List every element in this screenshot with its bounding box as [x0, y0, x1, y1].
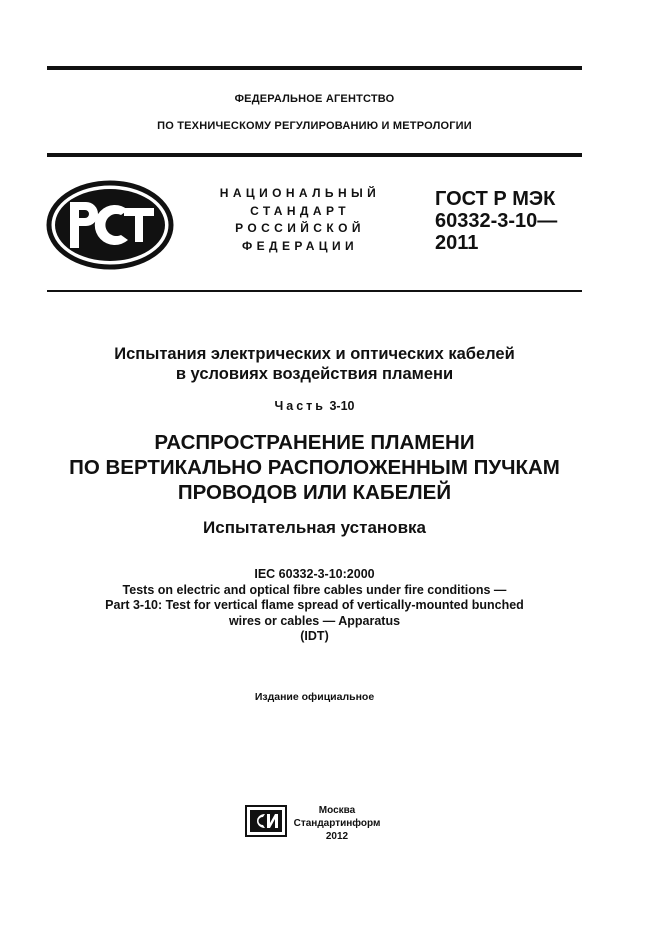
- title-line-1: Испытания электрических и оптических кабелей: [114, 345, 515, 363]
- iec-line-2: Tests on electric and optical fibre cables under fire conditions —: [122, 582, 507, 597]
- national-standard-line-3: РОССИЙСКОЙ: [235, 221, 365, 235]
- part-title: [40, 430, 589, 505]
- standartinform-logo-icon: [245, 805, 287, 837]
- title-line-2: в условиях воздействия пламени: [175, 365, 454, 383]
- publisher-name: Стандартинформ: [293, 818, 381, 829]
- iec-line-1: IEC 60332-3-10:2000: [254, 567, 375, 581]
- publisher-imprint: [292, 804, 382, 843]
- designation-line-3: 2011: [435, 232, 479, 254]
- iec-line-3: Part 3-10: Test for vertical flame spread of vertically-mounted bunched: [105, 598, 524, 612]
- header-rule: [47, 153, 582, 157]
- part-word: Часть: [274, 399, 326, 413]
- top-rule: [47, 66, 582, 70]
- national-standard-line-1: НАЦИОНАЛЬНЫЙ: [219, 186, 381, 200]
- part-number: 3-10: [329, 399, 355, 413]
- iec-reference: [47, 567, 582, 645]
- publisher-year: 2012: [325, 831, 349, 842]
- part-subtitle: Испытательная установка: [203, 518, 426, 537]
- iec-line-5: (IDT): [300, 629, 329, 643]
- divider-rule: [47, 290, 582, 292]
- document-title: [47, 344, 582, 384]
- iec-line-4: wires or cables — Apparatus: [228, 613, 401, 628]
- part-heading: [47, 399, 582, 413]
- rst-logo-icon: [46, 180, 174, 270]
- agency-line-1: ФЕДЕРАЛЬНОЕ АГЕНТСТВО: [234, 93, 395, 105]
- part-title-line-3: ПРОВОДОВ ИЛИ КАБЕЛЕЙ: [177, 481, 452, 504]
- designation-line-1: ГОСТ Р МЭК: [435, 188, 556, 210]
- part-title-line-2: ПО ВЕРТИКАЛЬНО РАСПОЛОЖЕННЫМ ПУЧКАМ: [69, 456, 560, 479]
- part-title-line-1: РАСПРОСТРАНЕНИЕ ПЛАМЕНИ: [154, 431, 475, 454]
- designation-line-2: 60332-3-10—: [435, 210, 558, 232]
- agency-line-2: ПО ТЕХНИЧЕСКОМУ РЕГУЛИРОВАНИЮ И МЕТРОЛОГИИ: [157, 120, 472, 132]
- publisher-city: Москва: [318, 805, 356, 816]
- national-standard-line-2: СТАНДАРТ: [250, 203, 350, 218]
- edition-note: Издание официальное: [254, 691, 375, 703]
- national-standard-line-4: ФЕДЕРАЦИИ: [241, 238, 359, 253]
- national-standard-block: [205, 185, 395, 255]
- standard-designation: [435, 188, 557, 254]
